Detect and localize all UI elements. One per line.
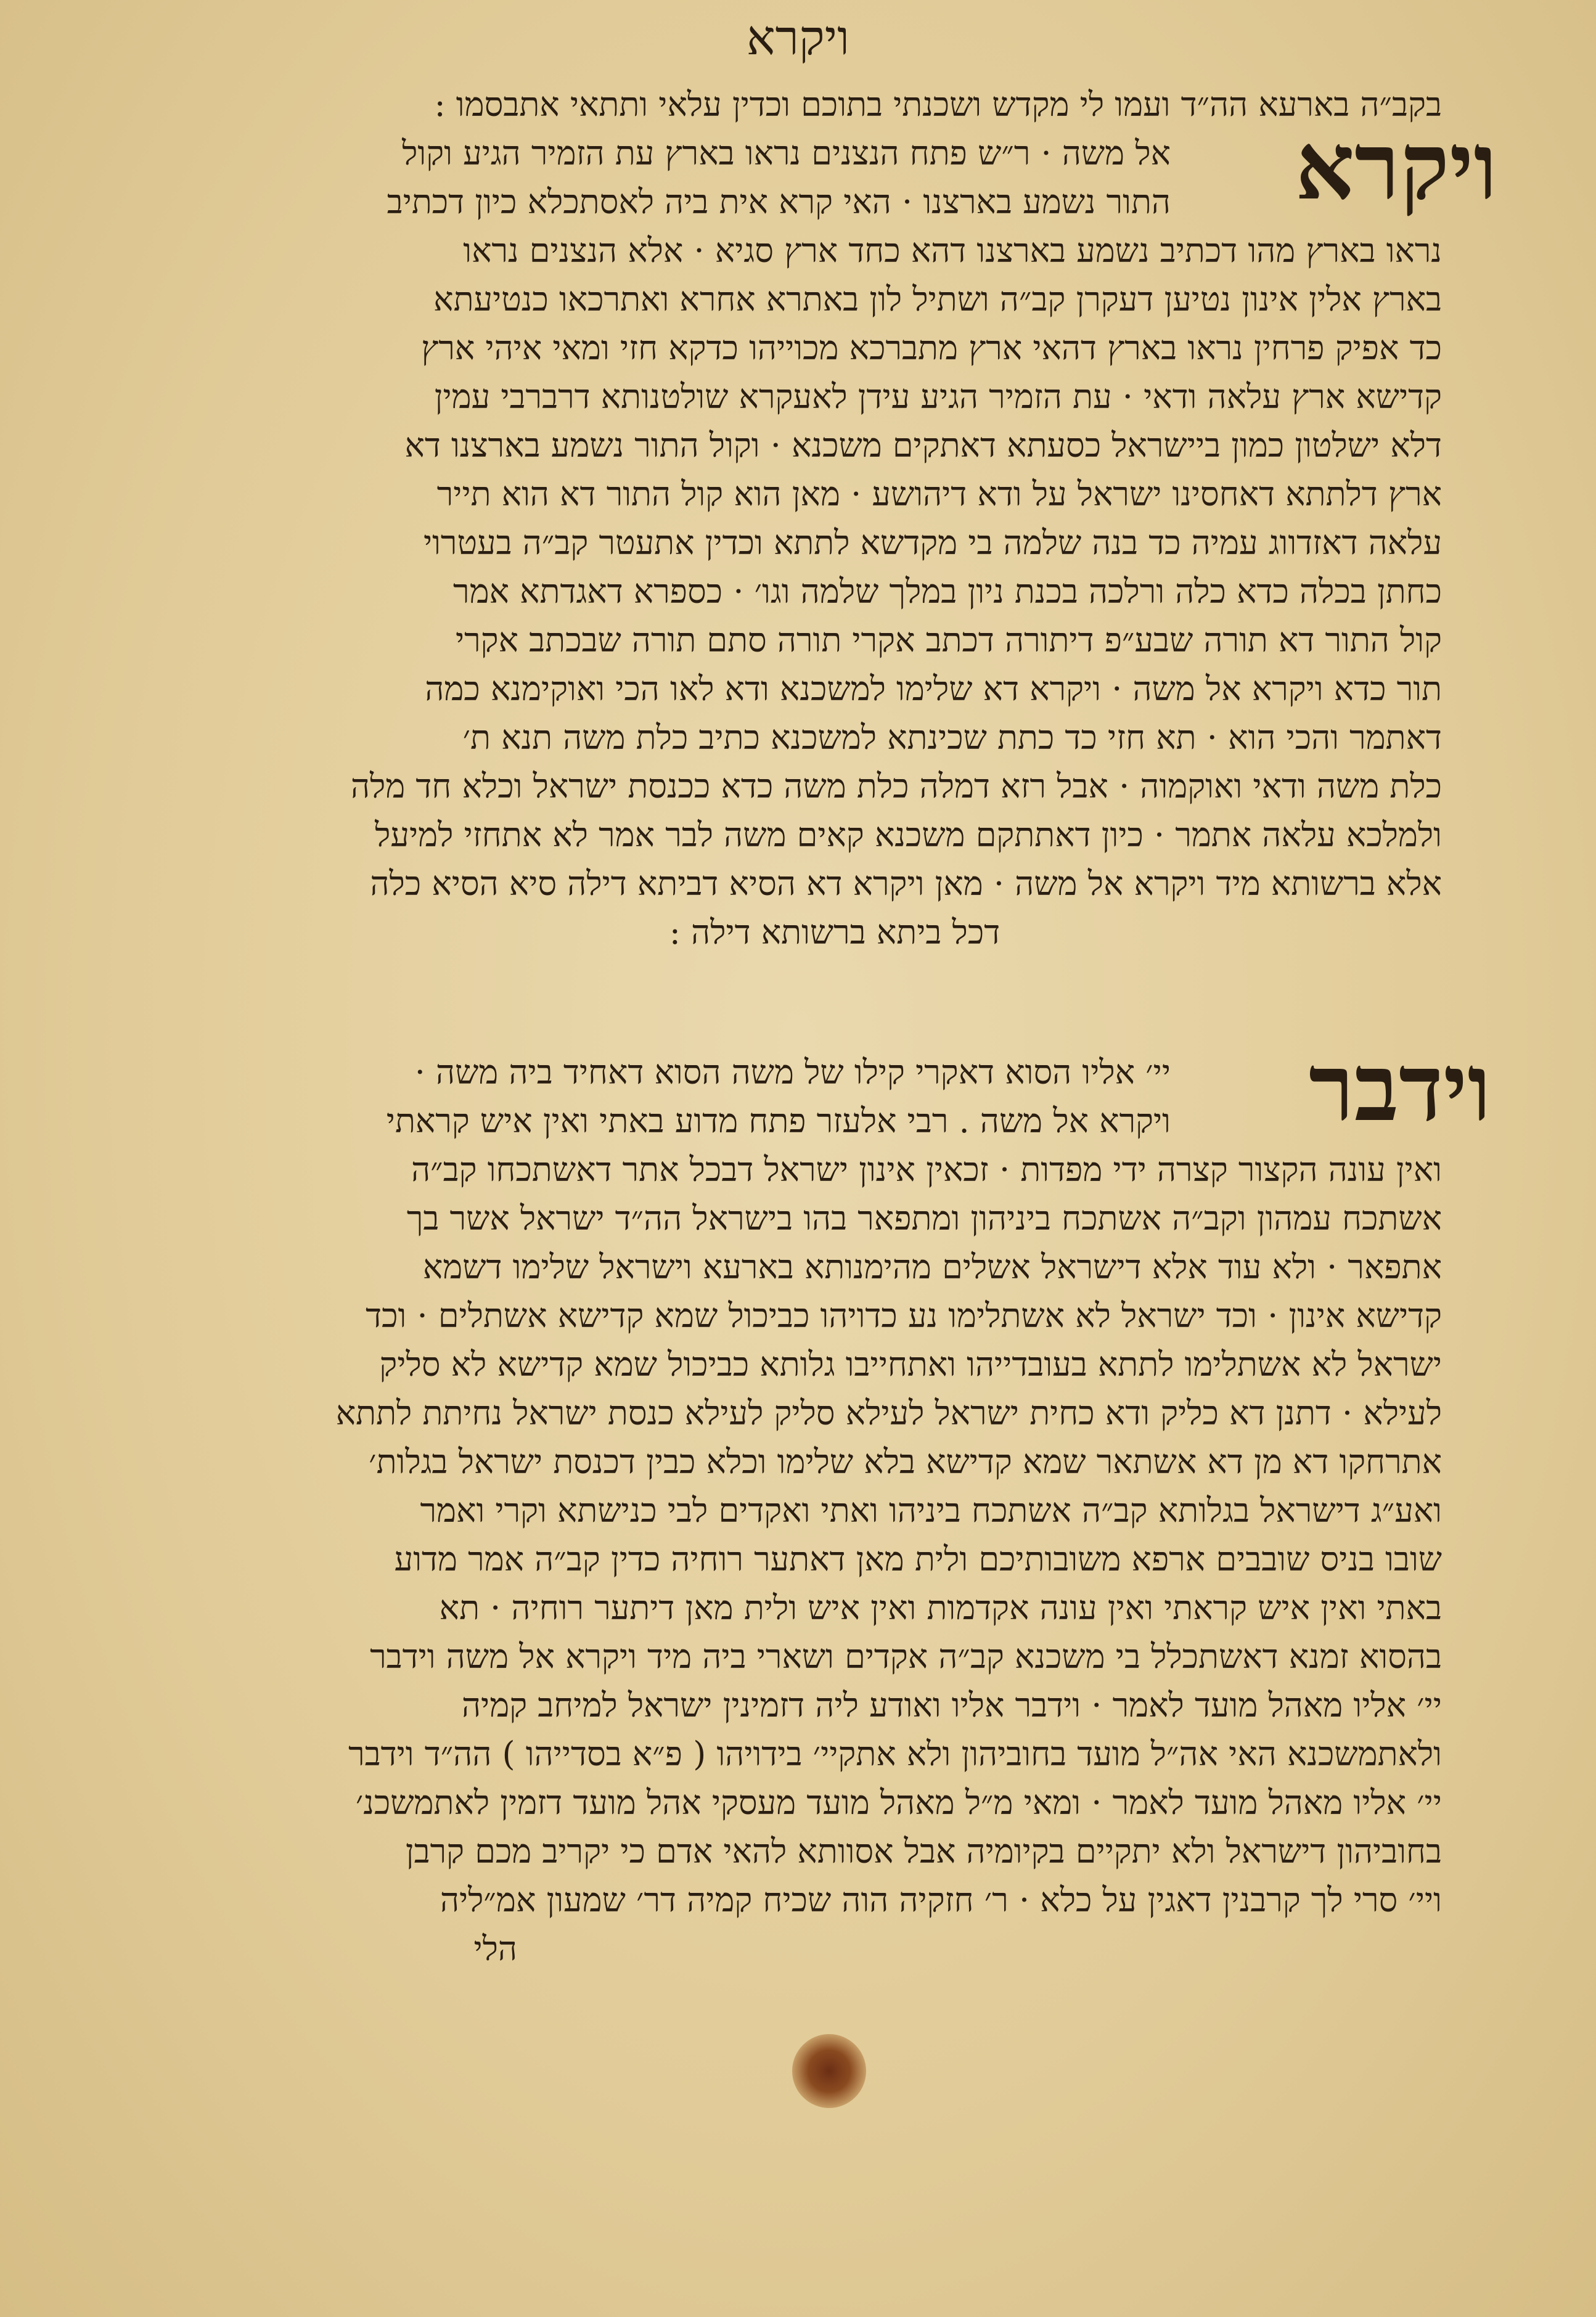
text-line: עלאה דאזדווג עמיה כד בנה שלמה בי מקדשא לתתא וכדין אתעטר קב״ה בעטרוי — [423, 523, 1442, 562]
drop-cap-vaydaber: וידבר — [1309, 1034, 1491, 1142]
text-line: דלא ישלטון כמון ביישראל כסעתא דאתקים משכנא · וקול התור נשמע בארצנו דא — [404, 426, 1442, 465]
text-line: נראו בארץ מהו דכתיב נשמע בארצנו דהא כחד ארץ סגיא · אלא הנצנים נראו — [463, 231, 1442, 270]
text-line: לעילא · דתנן דא כליק ודא כחית ישראל לעילא סליק לעילא כנסת ישראל נחיתת לתתא — [335, 1394, 1442, 1432]
text-line: דאתמר והכי הוא · תא חזי כד כתת שכינתא למשכנא כתיב כלת משה תנא ת׳ — [462, 718, 1442, 757]
text-line: בארץ אלין אינון נטיען דעקרן קב״ה ושתיל לון באתרא אחרא ואתרכאו כנטיעתא — [433, 280, 1442, 319]
text-line: קדישא ארץ עלאה ודאי · עת הזמיר הגיע עידן לאעקרא שולטנותא דרברבי עמין — [434, 377, 1442, 416]
text-line: קול התור דא תורה שבע״פ דיתורה דכתב אקרי תורה סתם תורה שבכתב אקרי — [455, 621, 1442, 660]
text-line: כלת משה ודאי ואוקמוה · אבל רזא דמלה כלת משה כדא ככנסת ישראל וכלא חד מלה — [350, 767, 1442, 806]
text-line: ולאתמשכנא האי אה״ל מועד בחוביהון ולא אתקיי׳ בידויהו ( פ״א בסדייהו ) הה״ד וידבר — [348, 1735, 1442, 1773]
text-line: ארץ דלתתא דאחסינו ישראל על ודא דיהושע · מאן הוא קול התור דא הוא תייר — [436, 475, 1442, 513]
text-line: ישראל לא אשתלימו לתתא בעובדייהו ואתחייבו גלותא כביכול שמא קדישא לא סליק — [379, 1345, 1442, 1384]
text-line: ויי׳ סרי לך קרבנין דאגין על כלא · ר׳ חזקיה הוה שכיח קמיה דר׳ שמעון אמ״ליה — [440, 1881, 1442, 1919]
text-line: אתרחקו דא מן דא אשתאר שמא קדישא בלא שלימו וכלא כבין דכנסת ישראל בגלות׳ — [369, 1442, 1442, 1481]
text-line: שובו בניס שובבים ארפא משובותיכם ולית מאן דאתער רוחיה כדין קב״ה אמר מדוע — [394, 1540, 1442, 1579]
text-line: כחתן בכלה כדא כלה ורלכה בכנת ניון במלך שלמה וגו׳ · כספרא דאגדתא אמר — [453, 572, 1442, 611]
text-line: ולמלכא עלאה אתמר · כיון דאתתקם משכנא קאים משה לבר אמר לא אתחזי למיעל — [375, 815, 1442, 854]
drop-cap-vayikra: ויקרא — [1295, 112, 1497, 221]
text-line: ואע״ג דישראל בגלותא קב״ה אשתכח ביניהו ואתי ואקדים לבי כנישתא וקרי ואמר — [420, 1491, 1442, 1530]
text-line: דכל ביתא ברשותא דילה : — [669, 913, 1001, 952]
text-line: בקב״ה בארעא הה״ד ועמו לי מקדש ושכנתי בתוכם וכדין עלאי ותתאי אתבסמו : — [434, 85, 1442, 124]
text-line: הלי — [473, 1929, 517, 1968]
text-line: תור כדא ויקרא אל משה · ויקרא דא שלימו למשכנא ודא לאו הכי ואוקימנא כמה — [425, 669, 1442, 708]
text-line: קדישא אינון · וכד ישראל לא אשתלימו נע כדויהו כביכול שמא קדישא אשתלים · וכד — [366, 1296, 1442, 1335]
text-line: ויקרא אל משה . רבי אלעזר פתח מדוע באתי ואין איש קראתי — [386, 1101, 1171, 1140]
text-line: יי׳ אליו מאהל מועד לאמר · וידבר אליו ואודע ליה דזמינין ישראל למיחב קמיה — [461, 1686, 1442, 1725]
text-line: בהסוא זמנא דאשתכלל בי משכנא קב״ה אקדים ושארי ביה מיד ויקרא אל משה וידבר — [370, 1637, 1442, 1676]
text-line: בחוביהון דישראל ולא יתקיים בקיומיה אבל אסוותא להאי אדם כי יקריב מכם קרבן — [405, 1832, 1442, 1871]
text-line: אל משה · ר״ש פתח הנצנים נראו בארץ עת הזמיר הגיע וקול — [402, 134, 1171, 173]
text-line: יי׳ אליו מאהל מועד לאמר · ומאי מ״ל מאהל מועד מעסקי אהל מועד דזמין לאתמשכנ׳ — [355, 1783, 1442, 1822]
text-line: יי׳ אליו הסוא דאקרי קילו של משה הסוא דאחיד ביה משה · — [414, 1053, 1171, 1092]
text-line: אשתכח עמהון וקב״ה אשתכח ביניהון ומתפאר בהו בישראל הה״ד ישראל אשר בך — [406, 1199, 1442, 1238]
text-section-2 — [227, 1048, 1442, 1973]
page-header: ויקרא — [746, 10, 850, 66]
ink-stain — [792, 2034, 866, 2108]
text-section-1 — [227, 80, 1442, 957]
text-line: באתי ואין איש קראתי ואין עונה אקדמות ואין איש ולית מאן דיתער רוחיה · תא — [439, 1588, 1442, 1627]
text-line: התור נשמע בארצנו · האי קרא אית ביה לאסתכלא כיון דכתיב — [387, 182, 1171, 221]
text-line: ואין עונה הקצור קצרה ידי מפדות · זכאין אינון ישראל דבכל אתר דאשתכחו קב״ה — [411, 1150, 1442, 1189]
text-line: כד אפיק פרחין נראו בארץ דהאי ארץ מתברכא מכוייהו כדקא חזי ומאי איהי ארץ — [421, 329, 1442, 367]
text-line: אתפאר · ולא עוד אלא דישראל אשלים מהימנותא בארעא וישראל שלימו דשמא — [422, 1248, 1442, 1286]
text-line: אלא ברשותא מיד ויקרא אל משה · מאן ויקרא דא הסיא דביתא דילה סיא הסיא כלה — [370, 864, 1442, 903]
